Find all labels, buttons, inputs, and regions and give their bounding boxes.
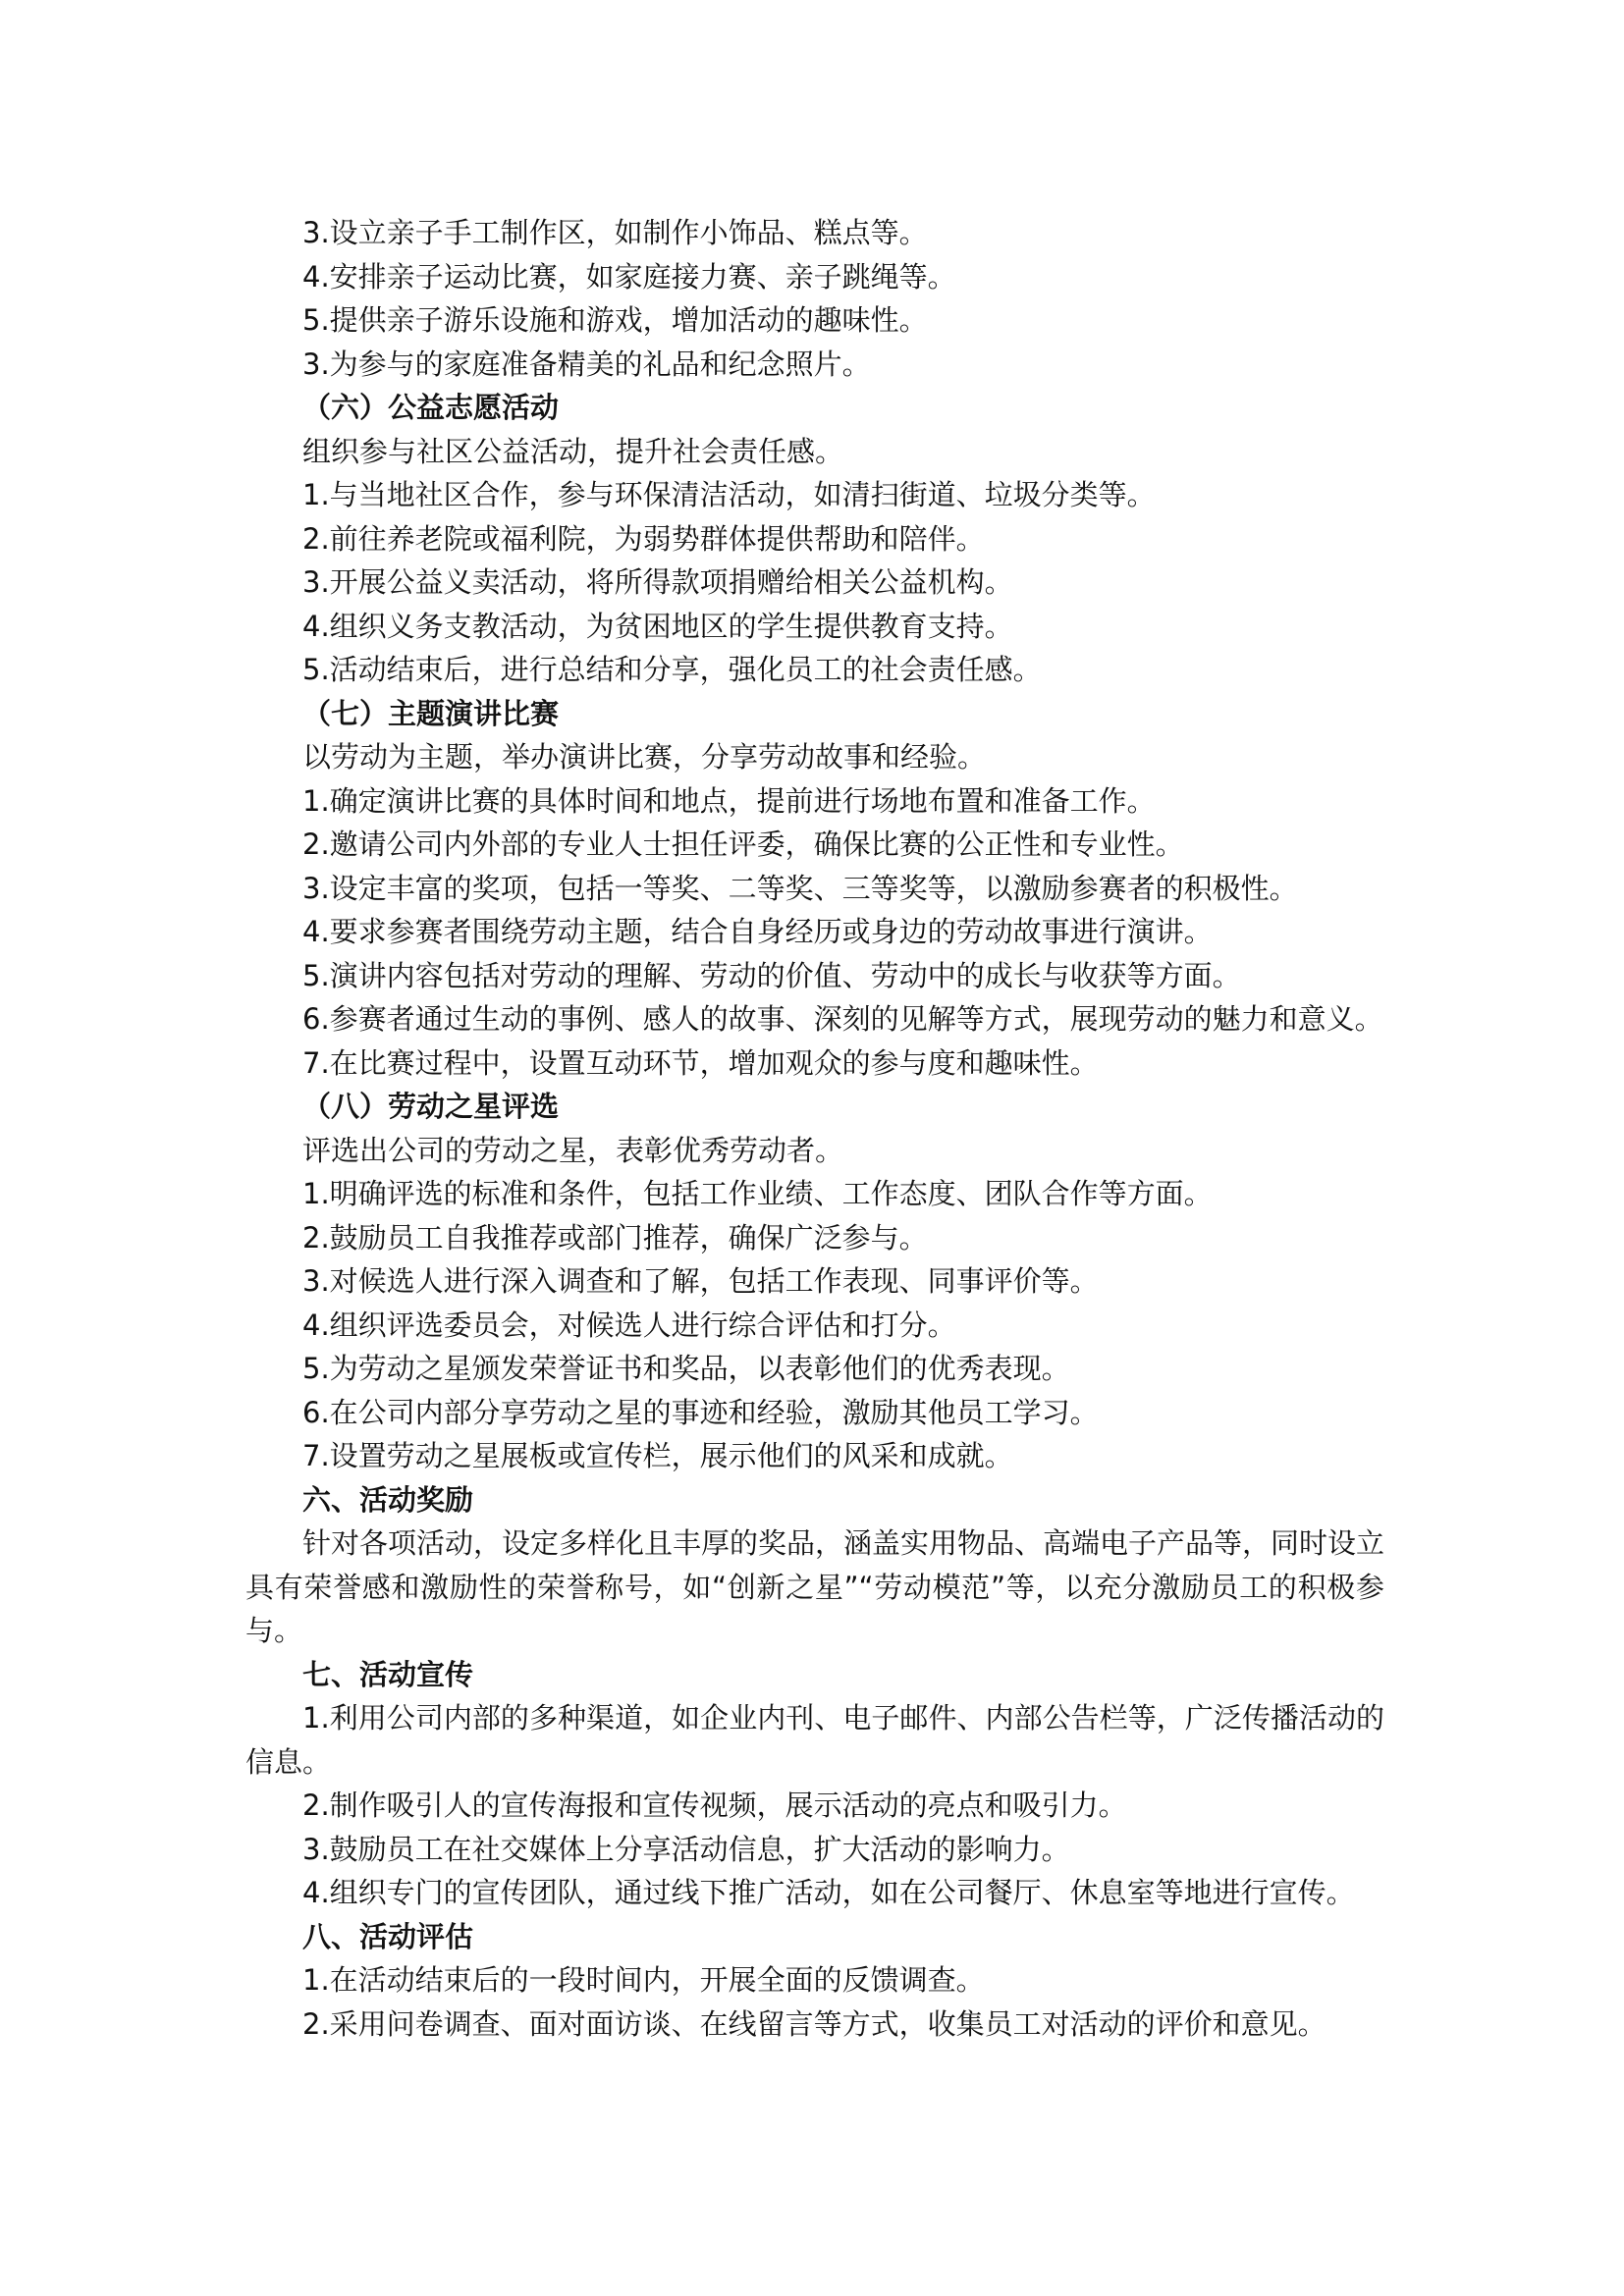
paragraph: 4.组织义务支教活动，为贫困地区的学生提供教育支持。 <box>302 609 1013 643</box>
paragraph: 1.在活动结束后的一段时间内，开展全面的反馈调查。 <box>302 1963 985 1997</box>
paragraph: 7.设置劳动之星展板或宣传栏，展示他们的风采和成就。 <box>302 1439 1013 1472</box>
paragraph: 3.设定丰富的奖项，包括一等奖、二等奖、三等奖等，以激励参赛者的积极性。 <box>302 871 1298 905</box>
paragraph: 3.设立亲子手工制作区，如制作小饰品、糕点等。 <box>302 216 928 249</box>
paragraph: 6.参赛者通过生动的事例、感人的故事、深刻的见解等方式，展现劳动的魅力和意义。 <box>302 1002 1383 1036</box>
paragraph: 3.为参与的家庭准备精美的礼品和纪念照片。 <box>302 347 871 381</box>
paragraph: 3.鼓励员工在社交媒体上分享活动信息，扩大活动的影响力。 <box>302 1832 1070 1866</box>
paragraph: 5.提供亲子游乐设施和游戏，增加活动的趣味性。 <box>302 303 928 337</box>
paragraph: 1.与当地社区合作，参与环保清洁活动，如清扫街道、垃圾分类等。 <box>302 478 1156 511</box>
paragraph: 评选出公司的劳动之星，表彰优秀劳动者。 <box>302 1133 844 1167</box>
paragraph: 3.对候选人进行深入调查和了解，包括工作表现、同事评价等。 <box>302 1264 1099 1298</box>
paragraph: 1.利用公司内部的多种渠道，如企业内刊、电子邮件、内部公告栏等，广泛传播活动的信息。 <box>245 1701 1384 1779</box>
paragraph: 4.安排亲子运动比赛，如家庭接力赛、亲子跳绳等。 <box>302 259 956 294</box>
section-heading: （七）主题演讲比赛 <box>302 696 560 730</box>
paragraph: 5.为劳动之星颁发荣誉证书和奖品，以表彰他们的优秀表现。 <box>302 1352 1070 1385</box>
paragraph: 2.邀请公司内外部的专业人士担任评委，确保比赛的公正性和专业性。 <box>302 828 1184 861</box>
paragraph: 2.制作吸引人的宣传海报和宣传视频，展示活动的亮点和吸引力。 <box>302 1789 1127 1822</box>
paragraph: 2.鼓励员工自我推荐或部门推荐，确保广泛参与。 <box>302 1220 928 1255</box>
paragraph: 针对各项活动，设定多样化且丰厚的奖品，涵盖实用物品、高端电子产品等，同时设立具有荣誉感和激励性的荣誉称号，如“创新之星”“劳动模范”等，以充分激励员工的积极参与。 <box>245 1526 1385 1647</box>
paragraph: 2.前往养老院或福利院，为弱势群体提供帮助和陪伴。 <box>302 521 985 556</box>
paragraph: 1.明确评选的标准和条件，包括工作业绩、工作态度、团队合作等方面。 <box>302 1177 1213 1210</box>
paragraph: 1.确定演讲比赛的具体时间和地点，提前进行场地布置和准备工作。 <box>302 783 1156 818</box>
paragraph: 5.演讲内容包括对劳动的理解、劳动的价值、劳动中的成长与收获等方面。 <box>302 958 1241 992</box>
paragraph: 3.开展公益义卖活动，将所得款项捐赠给相关公益机构。 <box>302 565 1013 599</box>
section-heading: 八、活动评估 <box>302 1919 474 1953</box>
section-heading: （六）公益志愿活动 <box>302 391 560 424</box>
paragraph: 4.要求参赛者围绕劳动主题，结合自身经历或身边的劳动故事进行演讲。 <box>302 915 1213 948</box>
paragraph: 6.在公司内部分享劳动之星的事迹和经验，激励其他员工学习。 <box>302 1395 1099 1429</box>
paragraph: 组织参与社区公益活动，提升社会责任感。 <box>302 434 844 468</box>
paragraph: 4.组织评选委员会，对候选人进行综合评估和打分。 <box>302 1308 956 1342</box>
paragraph: 7.在比赛过程中，设置互动环节，增加观众的参与度和趣味性。 <box>302 1045 1099 1080</box>
section-heading: 七、活动宣传 <box>302 1657 474 1691</box>
paragraph: 以劳动为主题，举办演讲比赛，分享劳动故事和经验。 <box>302 740 987 774</box>
section-heading: 六、活动奖励 <box>302 1482 474 1517</box>
paragraph: 5.活动结束后，进行总结和分享，强化员工的社会责任感。 <box>302 653 1042 686</box>
section-heading: （八）劳动之星评选 <box>302 1090 560 1123</box>
paragraph: 4.组织专门的宣传团队，通过线下推广活动，如在公司餐厅、休息室等地进行宣传。 <box>302 1876 1355 1909</box>
paragraph: 2.采用问卷调查、面对面访谈、在线留言等方式，收集员工对活动的评价和意见。 <box>302 2006 1326 2041</box>
document-page <box>245 211 1384 2046</box>
